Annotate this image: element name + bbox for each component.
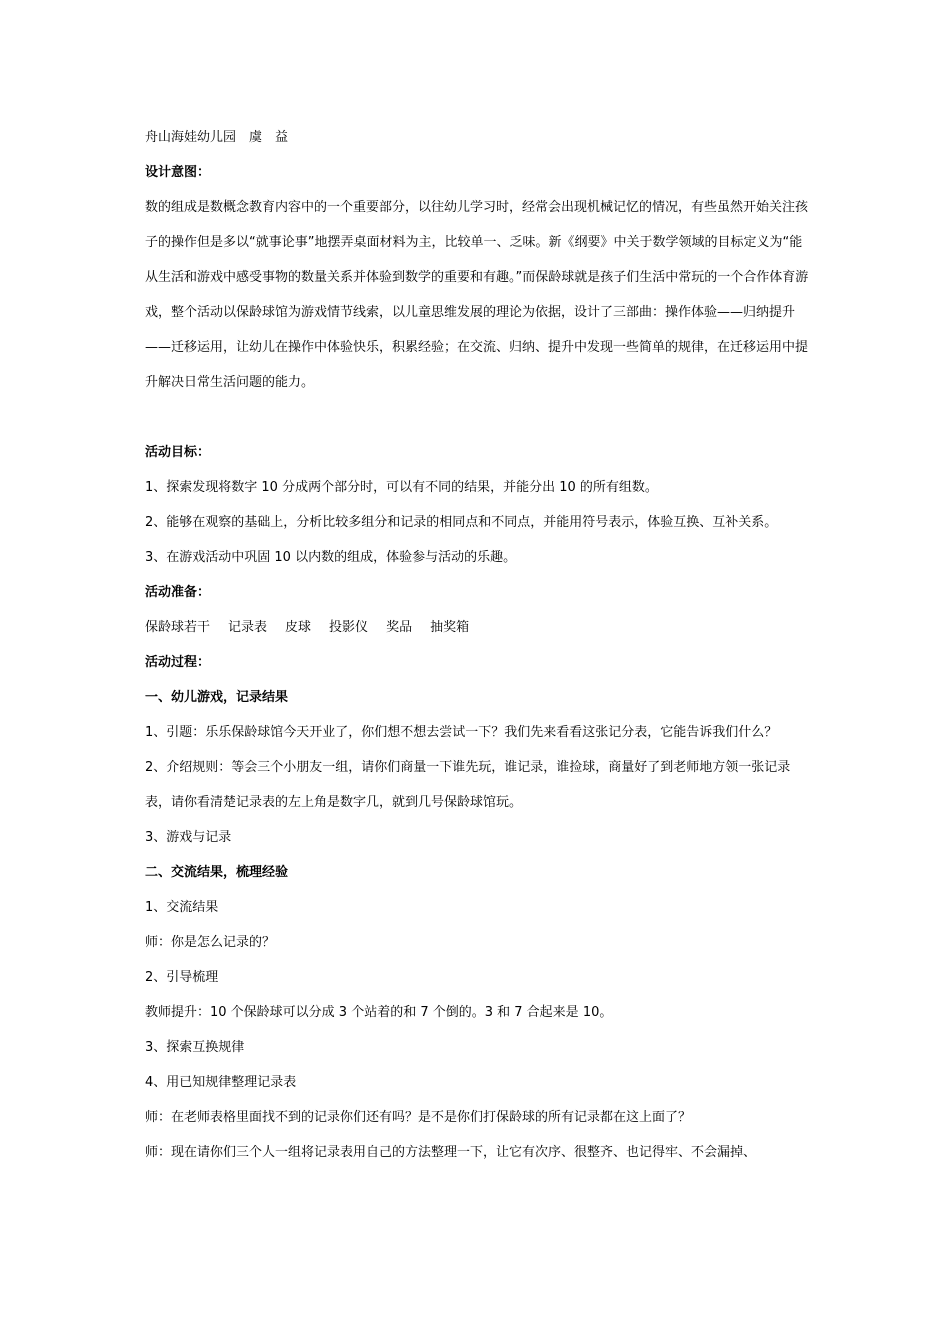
prep-item: 投影仪	[329, 620, 369, 635]
section-2-item-1: 1、交流结果	[145, 900, 219, 915]
goal-item-1: 1、探索发现将数字 10 分成两个部分时，可以有不同的结果，并能分出 10 的所有组数。	[145, 480, 658, 495]
section-1-item-2: 2、介绍规则：等会三个小朋友一组，请你们商量一下谁先玩，谁记录，谁捡球，商量好了到老师地方领一张记录表，请你看清楚记录表的左上角是数字几，就到几号保龄球馆玩。	[145, 760, 791, 810]
blank-line	[145, 400, 813, 435]
section-2-item-8: 师：现在请你们三个人一组将记录表用自己的方法整理一下，让它有次序、很整齐、也记得牢、不会漏掉、	[145, 1145, 757, 1160]
section-1-title: 一、幼儿游戏，记录结果	[145, 690, 289, 705]
prep-item: 奖品	[386, 620, 413, 635]
goals-heading: 活动目标：	[145, 445, 211, 460]
process-heading: 活动过程：	[145, 655, 211, 670]
design-intent-heading: 设计意图：	[145, 165, 211, 180]
document-page	[145, 120, 813, 1170]
section-2-item-4: 教师提升：10 个保龄球可以分成 3 个站着的和 7 个倒的。3 和 7 合起来是 10。	[145, 1005, 613, 1020]
preparation-items	[145, 610, 813, 645]
section-1-item-1: 1、引题：乐乐保龄球馆今天开业了，你们想不想去尝试一下？我们先来看看这张记分表，它能告诉我们什么？	[145, 725, 778, 740]
author-line: 舟山海娃幼儿园 虞 益	[145, 130, 289, 145]
section-2-item-7: 师：在老师表格里面找不到的记录你们还有吗？是不是你们打保龄球的所有记录都在这上面了？	[145, 1110, 692, 1125]
section-2-item-5: 3、探索互换规律	[145, 1040, 245, 1055]
section-1-item-3: 3、游戏与记录	[145, 830, 232, 845]
section-2-item-3: 2、引导梳理	[145, 970, 219, 985]
goal-item-3: 3、在游戏活动中巩固 10 以内数的组成，体验参与活动的乐趣。	[145, 550, 517, 565]
section-2-title: 二、交流结果，梳理经验	[145, 865, 289, 880]
section-2-item-6: 4、用已知规律整理记录表	[145, 1075, 297, 1090]
design-intent-body: 数的组成是数概念教育内容中的一个重要部分，以往幼儿学习时，经常会出现机械记忆的情况，有些虽然开始关注孩子的操作但是多以“就事论事”地摆弄桌面材料为主，比较单一、乏味。新《纲要》中关于数学领域的目标定义为“能从生活和游戏中感受事物的数量关系并体验到数学的重要和有趣。”而保龄球就是孩子们生活中常玩的一个合作体育游戏，整个活动以保龄球馆为游戏情节线索，以儿童思维发展的理论为依据，设计了三部曲：操作体验——归纳提升——迁移运用，让幼儿在操作中体验快乐，积累经验；在交流、归纳、提升中发现一些简单的规律，在迁移运用中提升解决日常生活问题的能力。	[145, 200, 809, 390]
prep-item: 抽奖箱	[430, 620, 470, 635]
preparation-heading: 活动准备：	[145, 585, 211, 600]
section-2-item-2: 师：你是怎么记录的？	[145, 935, 276, 950]
prep-item: 记录表	[228, 620, 268, 635]
prep-item: 保龄球若干	[145, 620, 211, 635]
goal-item-2: 2、能够在观察的基础上，分析比较多组分和记录的相同点和不同点，并能用符号表示，体验互换、互补关系。	[145, 515, 778, 530]
prep-item: 皮球	[285, 620, 312, 635]
